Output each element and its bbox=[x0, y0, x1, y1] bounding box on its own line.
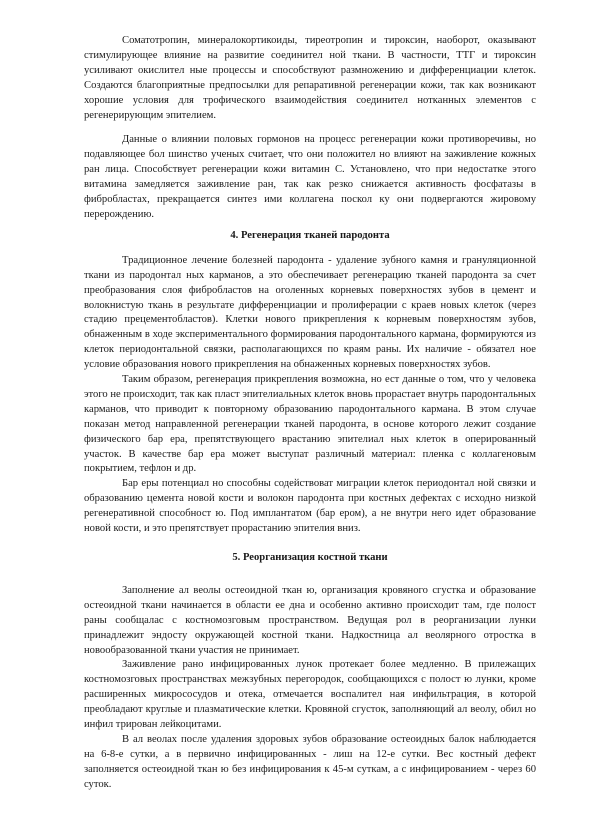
paragraph-sex-hormones-vitamin-c: Данные о влиянии половых гормонов на процесс регенерации кожи противоречивы, но подавляющее бол шинство ученых считает, что они положител но влияют на заживление кожных ран лица. Способствует регенерации кожи витамин С. Установлено, что при недостатке этого витамина замедляется заживление ран, так как резко снижается активность фосфатазы в фибробластах, прекращается синтез ими коллагена поскол ку они подвергаются жировому перерождению. bbox=[84, 134, 536, 220]
paragraph-barriers: Бар еры потенциал но способны содействоват миграции клеток периодонтал ной связки и образованию цемента новой кости и волокон пародонта при костных дефектах с исходно низкой регенеративной способност ю. Под имплантатом (бар ером), а не внутри него идет образование новой кости, и это препятствует прорастанию эпителия вниз. bbox=[84, 478, 536, 535]
paragraph-guided-regeneration: Таким образом, регенерация прикрепления возможна, но ест данные о том, что у человека этого не происходит, так как пласт эпителиальных клеток вновь прорастает внутрь пародонтальных карманов, что приводит к повторному образованию пародонтального кармана. В этом случае показан метод направленной регенерации тканей пародонта, в основе которого лежит создание физического бар ера, препятствующего врастанию эпителиал ных клеток в оперированный участок. В качестве бар ера может выступат различный материал: пленка с коллагеновым покрытием, тефлон и др. bbox=[84, 374, 536, 475]
document-page bbox=[84, 34, 536, 793]
paragraph-hormones-stimulating: Соматотропин, минералокортикоиды, тиреотропин и тироксин, наоборот, оказывают стимулирующее влияние на развитие соединител ной ткани. В частности, ТТГ и тироксин усиливают окислител ные процессы и способствуют размножению и дифференциации клеток. Создаются благоприятные предпосылки для репаративной регенерации кожи, так как возникают хорошие условия для трофического взаимодействия соединител нотканных элементов с регенерирующим эпителием. bbox=[84, 35, 536, 121]
section-heading-periodontium: 4. Регенерация тканей пародонта bbox=[230, 229, 390, 241]
paragraph-osteoid-timeline: В ал веолах после удаления здоровых зубов образование остеоидных балок наблюдается на 6-8-е сутки, а в первично инфицированных - лиш на 12-е сутки. Вес костный дефект заполняется остеоидной ткан ю без инфицирования к 45-м суткам, а с инфицированием - через 60 суток. bbox=[84, 733, 536, 790]
paragraph-periodontal-treatment: Традиционное лечение болезней пародонта - удаление зубного камня и грануляционной ткани из пародонтал ных карманов, а это обеспечивает регенерацию тканей пародонта за счет преобразования слоя фибробластов на оголенных корневых поверхностях зубов в цемент и волокнистую ткань в результате дифференциации и пролиферации с краев новых клеток (через стадию прецементобластов). Клетки нового прикрепления к корневым поверхностям зубов, обнаженным в ходе экспериментального формирования пародонтального кармана, формируются из клеток периодонтальной связки, располагающихся по краям раны. Их наличие - обязател ное условие образования нового прикрепления на обнаженных корневых поверхностях зубов. bbox=[84, 254, 536, 371]
section-heading-bone-reorganization: 5. Реорганизация костной ткани bbox=[232, 552, 388, 563]
paragraph-infected-sockets: Заживление рано инфицированных лунок протекает более медленно. В прилежащих костномозговых пространствах межзубных перегородок, сообщающихся с полост ю лунки, кроме расширенных микрососудов и отека, отмечается воспалител ная инфильтрация, в которой преобладают круглые и плазматические клетки. Кровяной сгусток, заполняющий ал веолу, обил но инфил трирован лейкоцитами. bbox=[84, 659, 536, 731]
paragraph-alveolus-filling: Заполнение ал веолы остеоидной ткан ю, организация кровяного сгустка и образование остеоидной ткани начинается в области ее дна и особенно активно происходит там, где полост раны сообщалас с костномозговым пространством. Ведущая рол в реорганизации лунки принадлежит эндосту окружающей костной ткани. Надкостница ал веолярного отростка в новообразованной ткани участия не принимает. bbox=[84, 584, 536, 656]
